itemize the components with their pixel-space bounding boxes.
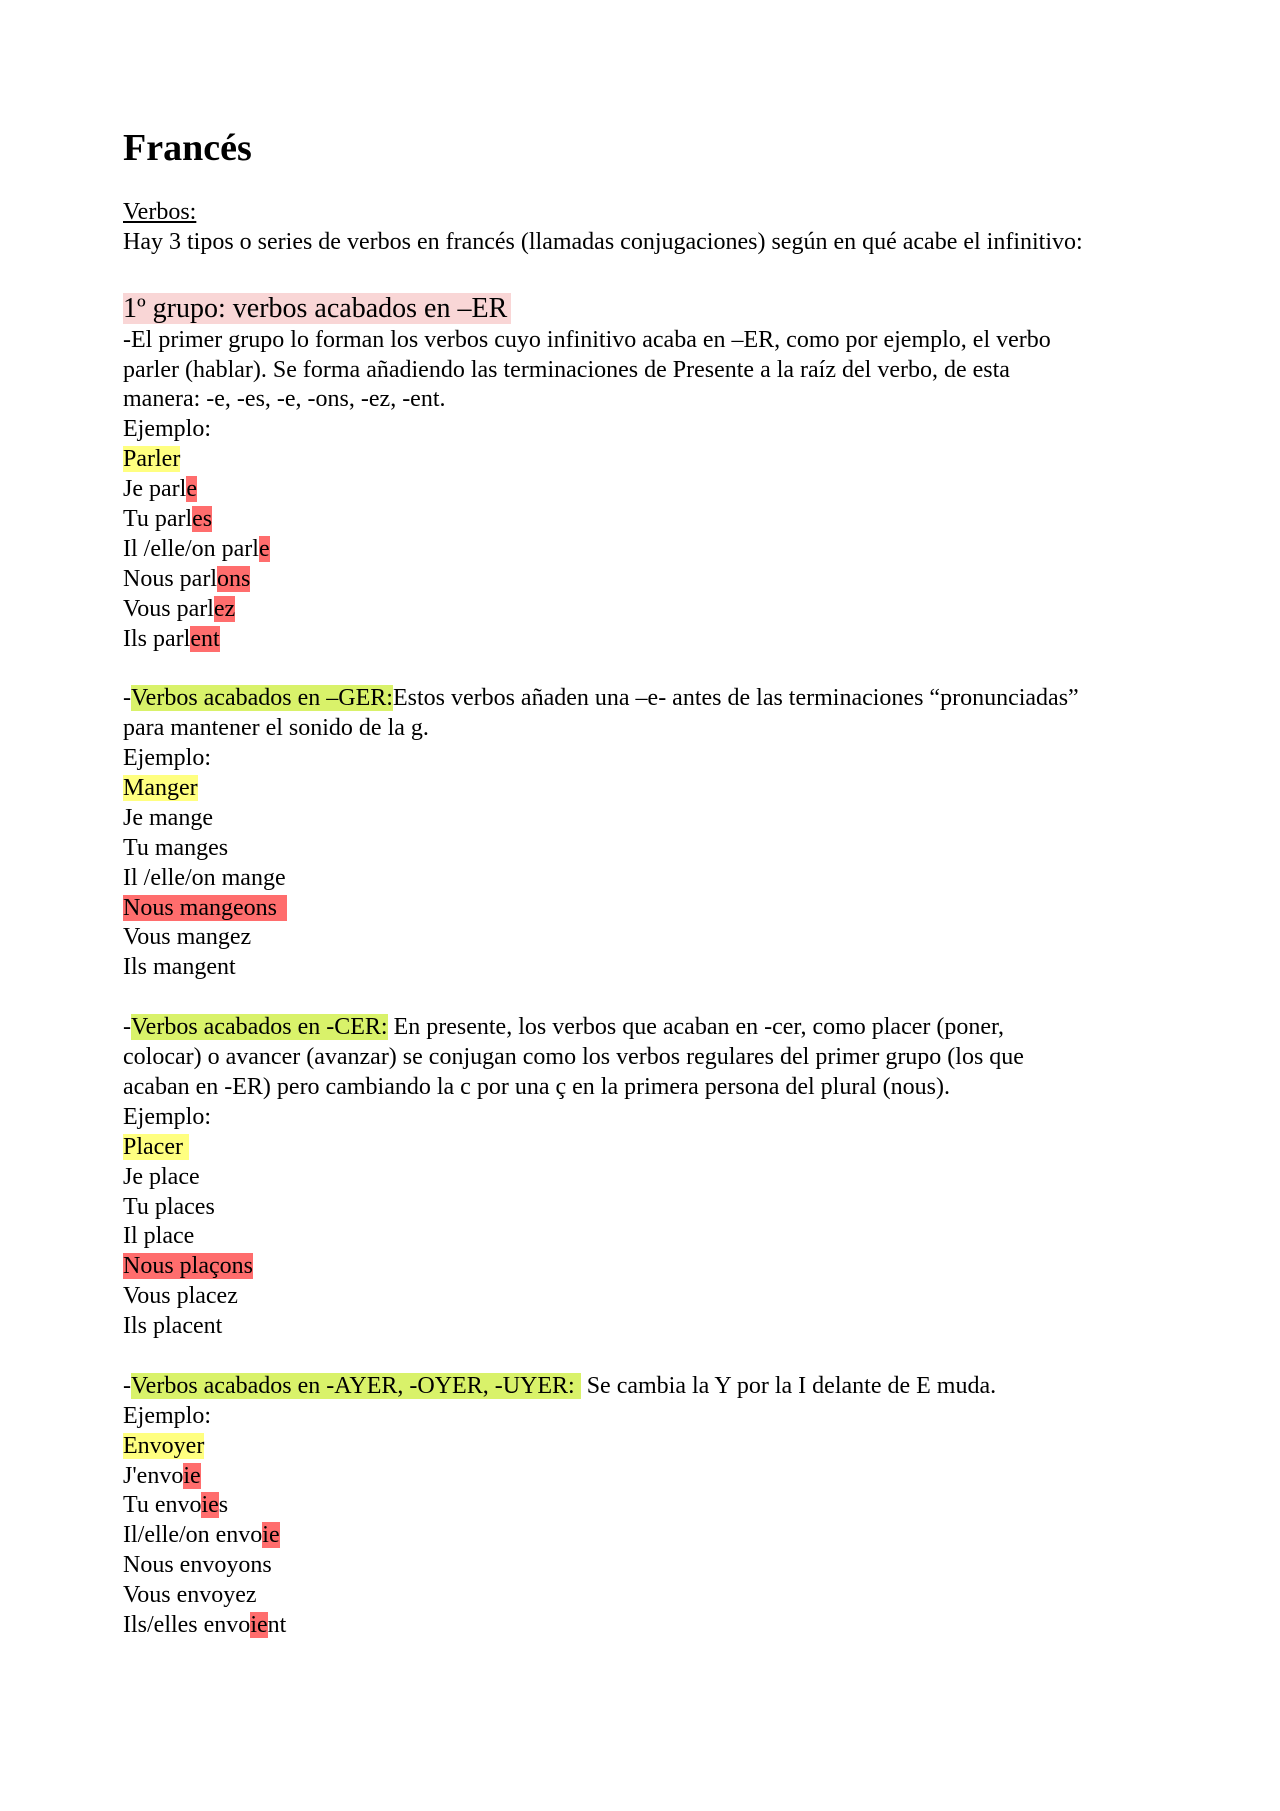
ayer-form [123,1462,1280,1492]
cer-form: Il place [123,1223,195,1250]
cer-desc-2: colocar) o avancer (avanzar) se conjugan como los verbos regulares del primer grupo (los que [123,1044,1024,1071]
ger-form-highlighted [123,894,1280,924]
cer-form: Vous placez [123,1283,238,1310]
ayer-verb-text: Envoyer [123,1432,205,1459]
cer-desc-1 [123,1013,1280,1043]
group1-form [123,505,1280,535]
intro-text: Hay 3 tipos o series de verbos en francés (llamadas conjugaciones) según en qué acabe el infinitivo: [123,228,1083,255]
ger-desc-2: para mantener el sonido de la g. [123,715,429,742]
ger-desc-text: Estos verbos añaden una –e- antes de las terminaciones “pronunciadas” [392,685,1079,712]
blank-line [123,654,1280,684]
cer-verb [123,1133,1280,1163]
cer-example-label: Ejemplo: [123,1103,211,1130]
page-title: Francés [123,127,252,169]
form-pre: Il/elle/on envo [123,1522,263,1549]
spacer [123,178,1280,198]
ger-example-label: Ejemplo: [123,745,211,772]
group1-example-label: Ejemplo: [123,416,211,443]
cer-form-nous: Nous plaçons [123,1253,253,1280]
ayer-form: Nous envoyons [123,1552,272,1579]
cer-form: Ils placent [123,1313,223,1340]
ayer-dash: - [123,1372,131,1399]
group1-form [123,565,1280,595]
group1-form [123,535,1280,565]
form-stem: Tu parl [123,506,193,533]
cer-label: Verbos acabados en -CER: [131,1014,388,1041]
form-stem: Il /elle/on parl [123,535,259,562]
group1-desc-3: manera: -e, -es, -e, -ons, -ez, -ent. [123,386,446,413]
ayer-form [123,1611,1280,1641]
intro-label [123,198,1280,228]
form-ending: e [258,535,270,562]
ger-form: Je mange [123,804,213,831]
form-stem: Nous parl [123,565,217,592]
ayer-verb [123,1432,1280,1462]
group1-heading-text: 1º grupo: verbos acabados en –ER [123,293,511,324]
group1-desc-2: parler (hablar). Se forma añadiendo las terminaciones de Presente a la raíz del verbo, de esta [123,356,1010,383]
intro-label-text: Verbos: [123,199,197,225]
ayer-form [123,1491,1280,1521]
ayer-example-label: Ejemplo: [123,1402,211,1429]
ger-form: Il /elle/on mange [123,864,286,891]
group1-desc-1: -El primer grupo lo forman los verbos cuyo infinitivo acaba en –ER, como por ejemplo, el verbo [123,326,1051,353]
blank-line [123,983,1280,1013]
ger-form: Tu manges [123,834,229,861]
group1-verb-text: Parler [123,446,181,473]
ayer-form: Vous envoyez [123,1582,257,1609]
group1-verb [123,445,1280,475]
ayer-desc-1 [123,1372,1280,1402]
group1-heading [123,291,1280,326]
blank-line [123,258,1280,288]
form-stem: Je parl [123,476,187,503]
ger-form: Ils mangent [123,954,236,981]
ger-desc-1 [123,684,1280,714]
cer-form: Je place [123,1163,200,1190]
form-mark: ie [183,1462,201,1489]
ger-form: Vous mangez [123,924,252,951]
ayer-label: Verbos acabados en -AYER, -OYER, -UYER: [131,1373,581,1399]
form-post: nt [267,1611,287,1638]
cer-desc-text: En presente, los verbos que acaban en -cer, como placer (poner, [387,1014,1005,1041]
group1-form [123,475,1280,505]
blank-line [123,1342,1280,1372]
form-pre: J'envo [123,1462,184,1489]
ger-verb [123,774,1280,804]
form-ending: ent [190,625,220,652]
group1-form [123,595,1280,625]
ger-verb-text: Manger [123,775,198,802]
form-ending: e [186,476,197,503]
ger-label: Verbos acabados en –GER: [131,685,393,712]
form-pre: Ils/elles envo [123,1611,251,1638]
form-ending: es [192,506,213,533]
cer-dash: - [123,1014,131,1041]
group1-form [123,625,1280,655]
ger-form-nous: Nous mangeons [123,895,287,921]
form-mark: ie [262,1522,280,1549]
cer-verb-text: Placer [123,1134,189,1160]
form-stem: Ils parl [123,625,191,652]
form-post: s [218,1492,229,1519]
form-ending: ons [216,565,251,592]
form-mark: ie [250,1611,268,1638]
form-mark: ie [201,1492,219,1519]
cer-desc-3: acaban en -ER) pero cambiando la c por una ç en la primera persona del plural (nous). [123,1073,950,1100]
ger-dash: - [123,685,131,712]
form-ending: ez [213,595,236,622]
cer-form-highlighted [123,1252,1280,1282]
ayer-desc-text: Se cambia la Y por la I delante de E muda. [580,1372,997,1399]
cer-form: Tu places [123,1193,215,1220]
form-pre: Tu envo [123,1492,202,1519]
ayer-form [123,1521,1280,1551]
form-stem: Vous parl [123,595,214,622]
